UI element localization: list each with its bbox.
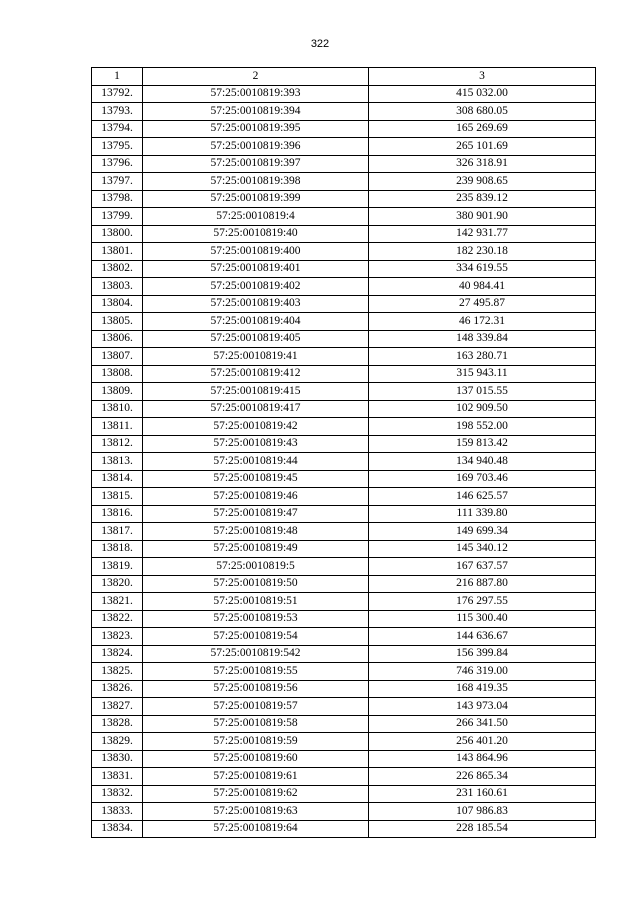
table-row [92,470,596,488]
cell-cadastral-number: 57:25:0010819:417 [143,400,369,418]
table-row [92,120,596,138]
cell-cadastral-number: 57:25:0010819:397 [143,155,369,173]
cell-row-number: 13829. [92,733,143,751]
cell-row-number: 13808. [92,365,143,383]
cell-value: 159 813.42 [369,435,596,453]
table-row [92,750,596,768]
table-row [92,243,596,261]
cell-cadastral-number: 57:25:0010819:47 [143,505,369,523]
table-row [92,505,596,523]
table-row [92,610,596,628]
table-row [92,190,596,208]
cell-value: 148 339.84 [369,330,596,348]
cell-cadastral-number: 57:25:0010819:51 [143,593,369,611]
cell-value: 143 864.96 [369,750,596,768]
cell-value: 380 901.90 [369,208,596,226]
cell-value: 142 931.77 [369,225,596,243]
table-row [92,698,596,716]
cell-row-number: 13804. [92,295,143,313]
cell-value: 27 495.87 [369,295,596,313]
cell-value: 308 680.05 [369,103,596,121]
cell-value: 334 619.55 [369,260,596,278]
cell-value: 231 160.61 [369,785,596,803]
cell-cadastral-number: 57:25:0010819:50 [143,575,369,593]
cell-cadastral-number: 57:25:0010819:44 [143,453,369,471]
cell-row-number: 13798. [92,190,143,208]
table-row [92,383,596,401]
cell-row-number: 13834. [92,820,143,838]
table-row [92,418,596,436]
cell-value: 228 185.54 [369,820,596,838]
table-row [92,488,596,506]
cell-cadastral-number: 57:25:0010819:398 [143,173,369,191]
cell-cadastral-number: 57:25:0010819:40 [143,225,369,243]
table-row [92,365,596,383]
table-body [92,85,596,838]
cell-row-number: 13826. [92,680,143,698]
cell-value: 111 339.80 [369,505,596,523]
cell-row-number: 13805. [92,313,143,331]
cell-row-number: 13818. [92,540,143,558]
cell-row-number: 13811. [92,418,143,436]
cell-row-number: 13807. [92,348,143,366]
table-row [92,173,596,191]
table-row [92,645,596,663]
cell-cadastral-number: 57:25:0010819:48 [143,523,369,541]
table-row [92,225,596,243]
table-row [92,523,596,541]
cell-value: 46 172.31 [369,313,596,331]
cell-value: 315 943.11 [369,365,596,383]
cell-value: 182 230.18 [369,243,596,261]
cell-value: 169 703.46 [369,470,596,488]
cell-row-number: 13831. [92,768,143,786]
cell-cadastral-number: 57:25:0010819:46 [143,488,369,506]
cell-value: 156 399.84 [369,645,596,663]
cell-cadastral-number: 57:25:0010819:49 [143,540,369,558]
table-row [92,435,596,453]
cell-row-number: 13794. [92,120,143,138]
cell-cadastral-number: 57:25:0010819:42 [143,418,369,436]
column-header-value: 3 [369,68,596,86]
cell-value: 146 625.57 [369,488,596,506]
table-row [92,575,596,593]
cell-value: 143 973.04 [369,698,596,716]
cell-value: 115 300.40 [369,610,596,628]
cell-cadastral-number: 57:25:0010819:56 [143,680,369,698]
cell-row-number: 13815. [92,488,143,506]
cell-cadastral-number: 57:25:0010819:401 [143,260,369,278]
table-row [92,138,596,156]
cell-row-number: 13823. [92,628,143,646]
cell-cadastral-number: 57:25:0010819:415 [143,383,369,401]
cell-row-number: 13799. [92,208,143,226]
table-row [92,680,596,698]
cell-row-number: 13833. [92,803,143,821]
table-row [92,348,596,366]
cell-row-number: 13796. [92,155,143,173]
table-row [92,715,596,733]
cell-cadastral-number: 57:25:0010819:54 [143,628,369,646]
cell-value: 137 015.55 [369,383,596,401]
cell-row-number: 13802. [92,260,143,278]
cell-row-number: 13800. [92,225,143,243]
cell-value: 256 401.20 [369,733,596,751]
cell-value: 165 269.69 [369,120,596,138]
cell-row-number: 13828. [92,715,143,733]
table-row [92,593,596,611]
cell-cadastral-number: 57:25:0010819:5 [143,558,369,576]
cell-cadastral-number: 57:25:0010819:59 [143,733,369,751]
table-row [92,260,596,278]
cell-value: 134 940.48 [369,453,596,471]
cell-cadastral-number: 57:25:0010819:394 [143,103,369,121]
cell-row-number: 13824. [92,645,143,663]
table-row [92,313,596,331]
cell-value: 746 319.00 [369,663,596,681]
cell-row-number: 13803. [92,278,143,296]
table-row [92,768,596,786]
cell-cadastral-number: 57:25:0010819:400 [143,243,369,261]
cell-cadastral-number: 57:25:0010819:403 [143,295,369,313]
cell-cadastral-number: 57:25:0010819:62 [143,785,369,803]
cell-cadastral-number: 57:25:0010819:64 [143,820,369,838]
table-row [92,453,596,471]
table-header-row [92,68,596,86]
table-row [92,785,596,803]
cell-value: 226 865.34 [369,768,596,786]
cell-value: 198 552.00 [369,418,596,436]
cell-value: 102 909.50 [369,400,596,418]
table-row [92,540,596,558]
cell-row-number: 13830. [92,750,143,768]
cell-cadastral-number: 57:25:0010819:55 [143,663,369,681]
cell-row-number: 13813. [92,453,143,471]
cell-cadastral-number: 57:25:0010819:43 [143,435,369,453]
cell-value: 415 032.00 [369,85,596,103]
page-number: 322 [310,38,330,50]
cell-cadastral-number: 57:25:0010819:396 [143,138,369,156]
table-row [92,803,596,821]
cell-row-number: 13801. [92,243,143,261]
table-row [92,208,596,226]
cell-value: 235 839.12 [369,190,596,208]
table-row [92,628,596,646]
table-row [92,733,596,751]
cell-row-number: 13795. [92,138,143,156]
cell-value: 167 637.57 [369,558,596,576]
cell-row-number: 13806. [92,330,143,348]
cell-value: 40 984.41 [369,278,596,296]
cell-value: 149 699.34 [369,523,596,541]
cell-cadastral-number: 57:25:0010819:63 [143,803,369,821]
cell-cadastral-number: 57:25:0010819:402 [143,278,369,296]
cell-cadastral-number: 57:25:0010819:61 [143,768,369,786]
cell-row-number: 13822. [92,610,143,628]
cell-row-number: 13810. [92,400,143,418]
cell-row-number: 13832. [92,785,143,803]
cell-cadastral-number: 57:25:0010819:405 [143,330,369,348]
table-row [92,278,596,296]
cell-row-number: 13812. [92,435,143,453]
cell-value: 144 636.67 [369,628,596,646]
cadastral-value-table [91,67,596,838]
cell-row-number: 13827. [92,698,143,716]
cell-row-number: 13792. [92,85,143,103]
cell-value: 216 887.80 [369,575,596,593]
column-header-number: 1 [92,68,143,86]
cell-cadastral-number: 57:25:0010819:60 [143,750,369,768]
cell-row-number: 13820. [92,575,143,593]
cell-cadastral-number: 57:25:0010819:41 [143,348,369,366]
cell-value: 266 341.50 [369,715,596,733]
cell-cadastral-number: 57:25:0010819:45 [143,470,369,488]
cell-cadastral-number: 57:25:0010819:4 [143,208,369,226]
cell-value: 145 340.12 [369,540,596,558]
cell-value: 176 297.55 [369,593,596,611]
cell-cadastral-number: 57:25:0010819:412 [143,365,369,383]
cell-row-number: 13819. [92,558,143,576]
cell-cadastral-number: 57:25:0010819:57 [143,698,369,716]
cell-value: 265 101.69 [369,138,596,156]
cell-row-number: 13814. [92,470,143,488]
cell-row-number: 13797. [92,173,143,191]
table-row [92,103,596,121]
cell-cadastral-number: 57:25:0010819:53 [143,610,369,628]
cell-cadastral-number: 57:25:0010819:395 [143,120,369,138]
cell-value: 326 318.91 [369,155,596,173]
cell-row-number: 13793. [92,103,143,121]
table-row [92,400,596,418]
table-row [92,558,596,576]
cell-row-number: 13821. [92,593,143,611]
table-row [92,155,596,173]
table-row [92,295,596,313]
table-row [92,663,596,681]
table-row [92,330,596,348]
cell-value: 107 986.83 [369,803,596,821]
cell-row-number: 13825. [92,663,143,681]
cell-value: 163 280.71 [369,348,596,366]
cell-cadastral-number: 57:25:0010819:542 [143,645,369,663]
table-row [92,820,596,838]
cell-cadastral-number: 57:25:0010819:393 [143,85,369,103]
cell-cadastral-number: 57:25:0010819:404 [143,313,369,331]
cell-row-number: 13817. [92,523,143,541]
cell-value: 239 908.65 [369,173,596,191]
cell-cadastral-number: 57:25:0010819:58 [143,715,369,733]
cell-row-number: 13809. [92,383,143,401]
table-row [92,85,596,103]
column-header-cadastral-number: 2 [143,68,369,86]
cell-row-number: 13816. [92,505,143,523]
cell-cadastral-number: 57:25:0010819:399 [143,190,369,208]
cell-value: 168 419.35 [369,680,596,698]
